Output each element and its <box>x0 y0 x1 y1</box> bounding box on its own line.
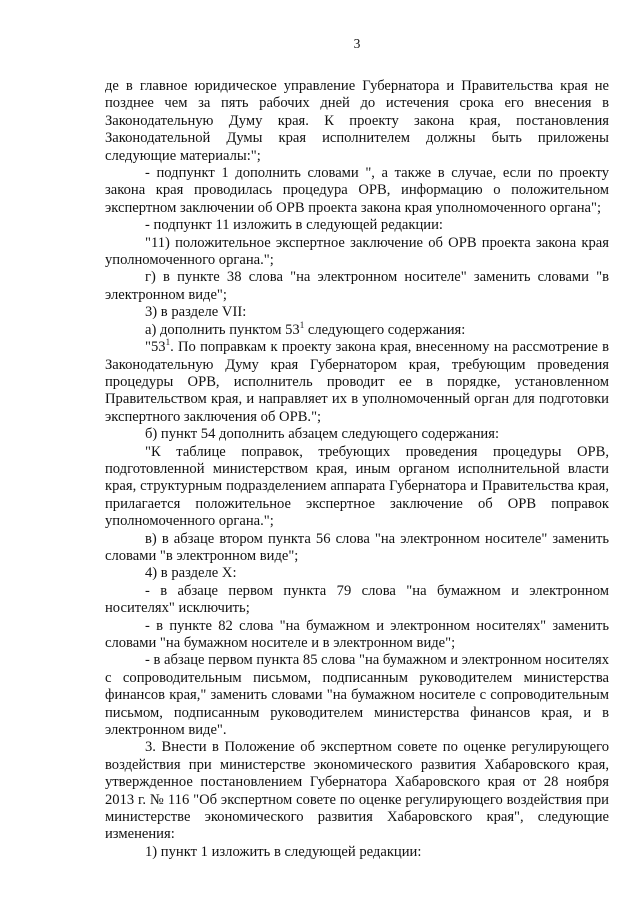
paragraph-9: б) пункт 54 дополнить абзацем следующего содержания: <box>145 426 500 443</box>
paragraph-1: де в главное юридическое управление Губернатора и Правительства края не позднее чем за пять рабочих дней до истечения срока его внесения в Законодательную Думу края. К проекту закона края, постановления Законодательной Думы края исполнителем должны быть приложены следующие материалы:"; <box>105 78 609 164</box>
paragraph-2: - подпункт 1 дополнить словами ", а также в случае, если по проекту закона края проводилась процедура ОРВ, информацию о положительном экспертном заключении об ОРВ проекта закона края уполномоченного органа"; <box>105 165 609 216</box>
paragraph-11: в) в абзаце втором пункта 56 слова "на электронном носителе" заменить словами "в электронном виде"; <box>105 530 609 564</box>
paragraph-6: 3) в разделе VII: <box>145 304 247 321</box>
paragraph-8: "$53^1$. По поправкам к проекту закона края, внесенному на рассмотрение в Законодательную Думу края Губернатором края, требующим проведения процедуры ОРВ, исполнитель проводит ее в порядке, установленном Правительством края, и направляет их в уполномоченный орган для подготовки экспертного заключения об ОРВ."; <box>105 337 609 425</box>
paragraph-15: - в абзаце первом пункта 85 слова "на бумажном и электронном носителях с сопроводительным письмом, подписанным руководителем министерства финансов края," заменить словами "на бумажном носителе с сопроводительным письмом, подписанным руководителем министерства финансов края, и в электронном виде". <box>105 652 609 739</box>
paragraph-4: "11) положительное экспертное заключение об ОРВ проекта закона края уполномоченного органа."; <box>105 234 609 269</box>
paragraph-3: - подпункт 11 изложить в следующей редакции: <box>145 217 443 234</box>
superscript: 1 <box>165 337 171 348</box>
page-number: 3 <box>353 36 361 51</box>
paragraph-7: а) дополнить пунктом $53^1$ следующего содержания: <box>145 319 466 338</box>
paragraph-10: "К таблице поправок, требующих проведения процедуры ОРВ, подготовленной министерством края, иным органом исполнительной власти края, структурным подразделением аппарата Губернатора и Правительства края, прилагается положительное экспертное заключение об ОРВ поправок уполномоченного органа."; <box>105 443 609 530</box>
paragraph-14: - в пункте 82 слова "на бумажном и электронном носителях" заменить словами "на бумажном носителе и в электронном виде"; <box>105 617 609 651</box>
paragraph-13: - в абзаце первом пункта 79 слова "на бумажном и электронном носителях" исключить; <box>105 582 609 617</box>
superscript: 1 <box>299 319 305 330</box>
paragraph-5: г) в пункте 38 слова "на электронном носителе" заменить словами "в электронном виде"; <box>105 269 609 303</box>
paragraph-16: 3. Внести в Положение об экспертном совете по оценке регулирующего воздействия при министерстве экономического развития Хабаровского края, утвержденное постановлением Губернатора Хабаровского края от 28 ноября 2013 г. № 116 "Об экспертном совете по оценке регулирующего воздействия при министерстве экономического развития Хабаровского края", следующие изменения: <box>105 739 609 843</box>
paragraph-12: 4) в разделе X: <box>145 565 237 582</box>
paragraph-17: 1) пункт 1 изложить в следующей редакции: <box>145 843 422 860</box>
